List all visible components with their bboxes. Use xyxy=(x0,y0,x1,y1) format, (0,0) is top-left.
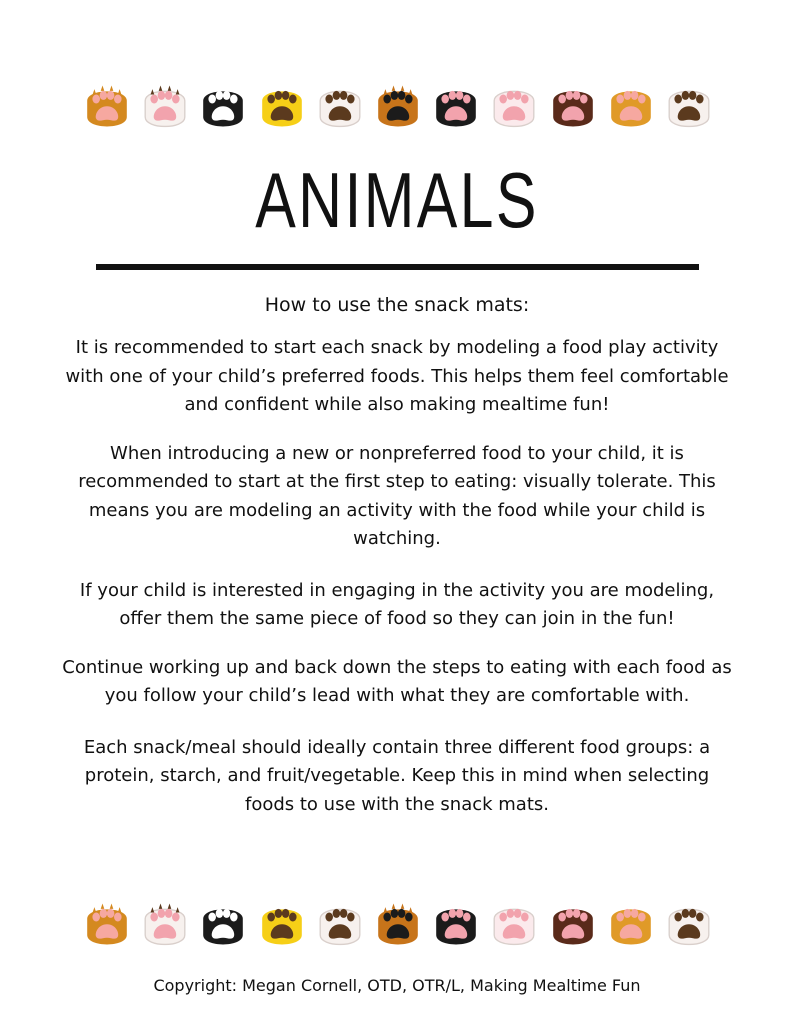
paw-print-icon xyxy=(196,81,250,135)
paw-print-icon xyxy=(313,899,367,953)
paw-print-icon xyxy=(429,81,483,135)
paw-print-icon xyxy=(80,899,134,953)
paragraph: When introducing a new or nonpreferred food to your child, it is recommended to start at the first step to eating: visually tolerate. This means you are modeling an activity with the food while your child is watching. xyxy=(78,442,716,549)
paw-print-icon xyxy=(138,899,192,953)
paw-print-icon xyxy=(196,899,250,953)
paw-print-icon xyxy=(313,81,367,135)
paw-print-icon xyxy=(604,81,658,135)
paw-row-top xyxy=(80,80,716,136)
paw-print-icon xyxy=(429,899,483,953)
paw-print-icon xyxy=(138,81,192,135)
paw-print-icon xyxy=(662,81,716,135)
paw-print-icon xyxy=(371,81,425,135)
copyright-notice: Copyright: Megan Cornell, OTD, OTR/L, Making Mealtime Fun xyxy=(153,976,641,995)
paw-print-icon xyxy=(255,81,309,135)
paw-print-icon xyxy=(546,899,600,953)
paragraph: It is recommended to start each snack by modeling a food play activity with one of your child’s preferred foods. This helps them feel comfortable and confident while also making mealtime fun! xyxy=(65,337,729,415)
paw-print-icon xyxy=(546,81,600,135)
paw-print-icon xyxy=(80,81,134,135)
instructions xyxy=(60,334,734,842)
paw-print-icon xyxy=(604,899,658,953)
paw-print-icon xyxy=(487,81,541,135)
paragraph: If your child is interested in engaging in the activity you are modeling, offer them the same piece of food so they can join in the fun! xyxy=(79,579,715,629)
section-heading: How to use the snack mats: xyxy=(264,294,530,316)
paw-print-icon xyxy=(371,899,425,953)
title-divider xyxy=(96,264,699,270)
paw-print-icon xyxy=(255,899,309,953)
page-title: ANIMALS xyxy=(255,156,539,244)
paragraph: Each snack/meal should ideally contain three different food groups: a protein, starch, and fruit/vegetable. Keep this in mind when selecting foods to use with the snack mats. xyxy=(83,736,711,815)
paw-print-icon xyxy=(662,899,716,953)
paw-row-bottom xyxy=(80,898,716,954)
paragraph: Continue working up and back down the steps to eating with each food as you follow your child’s lead with what they are comfortable with. xyxy=(62,656,732,706)
paw-print-icon xyxy=(487,899,541,953)
